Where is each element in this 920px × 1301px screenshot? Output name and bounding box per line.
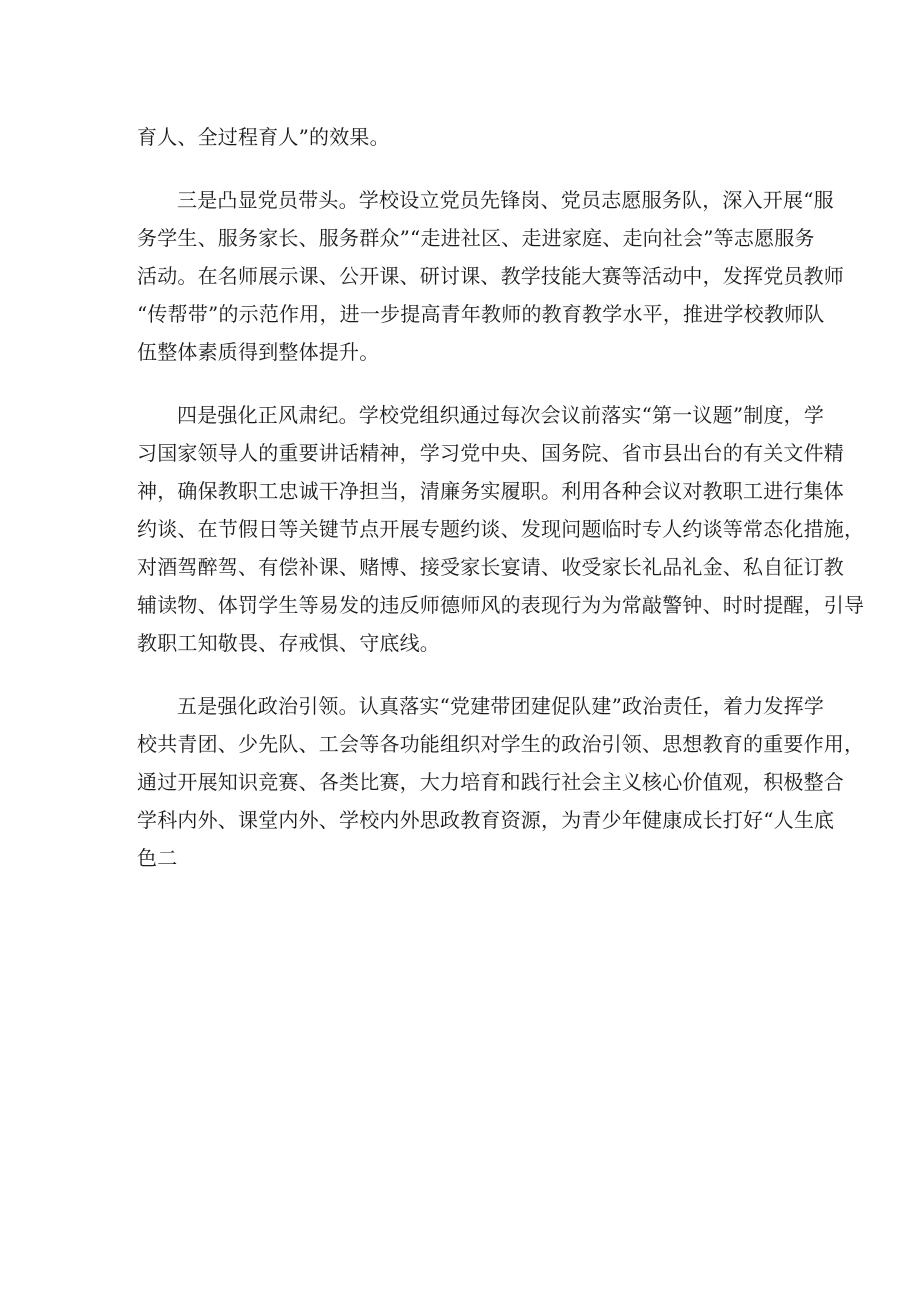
text-line: 约谈、在节假日等关键节点开展专题约谈、发现问题临时专人约谈等常态化措施， xyxy=(137,517,865,541)
text-line: 育人、全过程育人”的效果。 xyxy=(137,125,390,149)
text-line: 三是凸显党员带头。学校设立党员先锋岗、党员志愿服务队，深入开展“服 xyxy=(177,188,834,212)
text-line: 五是强化政治引领。认真落实“党建带团建促队建”政治责任，着力发挥学 xyxy=(177,694,825,718)
text-line: 务学生、服务家长、服务群众”“走进社区、走进家庭、走向社会”等志愿服务 xyxy=(137,226,815,250)
text-line: 教职工知敬畏、存戒惧、守底线。 xyxy=(137,631,440,655)
text-line: 通过开展知识竞赛、各类比赛，大力培育和践行社会主义核心价值观，积极整合 xyxy=(137,770,844,794)
text-line: 辅读物、体罚学生等易发的违反师德师风的表现行为为常敲警钟、时时提醒，引导 xyxy=(137,593,865,617)
document-page xyxy=(137,118,865,902)
text-line: 活动。在名师展示课、公开课、研讨课、教学技能大赛等活动中，发挥党员教师 xyxy=(137,264,844,288)
paragraph-4 xyxy=(137,687,865,877)
paragraph-1 xyxy=(137,118,785,156)
text-line: 校共青团、少先队、工会等各功能组织对学生的政治引领、思想教育的重要作用， xyxy=(137,732,865,756)
text-line: 伍整体素质得到整体提升。 xyxy=(137,340,380,364)
text-line: 四是强化正风肃纪。学校党组织通过每次会议前落实“第一议题”制度，学 xyxy=(177,403,825,427)
text-line: 色二 xyxy=(137,846,178,870)
text-line: 学科内外、课堂内外、学校内外思政教育资源，为青少年健康成长打好“人生底 xyxy=(137,808,835,832)
text-line: 神，确保教职工忠诚干净担当，清廉务实履职。利用各种会议对教职工进行集体 xyxy=(137,479,844,503)
text-line: 习国家领导人的重要讲话精神，学习党中央、国务院、省市县出台的有关文件精 xyxy=(137,441,844,465)
paragraph-2 xyxy=(137,181,844,371)
paragraph-3 xyxy=(137,396,865,662)
text-line: “传帮带”的示范作用，进一步提高青年教师的教育教学水平，推进学校教师队 xyxy=(137,302,825,326)
text-line: 对酒驾醉驾、有偿补课、赌博、接受家长宴请、收受家长礼品礼金、私自征订教 xyxy=(137,555,844,579)
